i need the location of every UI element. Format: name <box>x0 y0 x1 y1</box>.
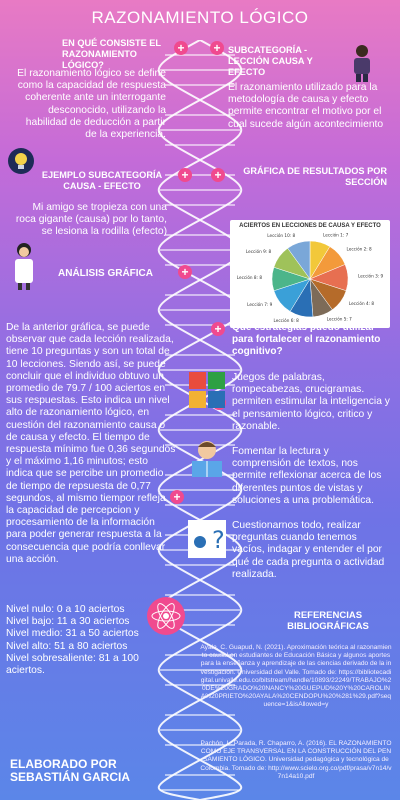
estrategia-item: Fomentar la lectura y comprensión de textos, nos permite reflexionar acerca de los diferentes puntos de vistas y soluciones a una problemática. <box>232 446 382 506</box>
plus-icon: + <box>174 41 188 55</box>
estrategias-heading: Qué estrategias puedo utilizar para fortalecer el razonamiento cognitivo? <box>232 322 381 357</box>
plus-icon: + <box>211 322 225 336</box>
plus-icon: + <box>211 168 225 182</box>
ejemplo-text: Mi amigo se tropieza con una roca gigante (causa) por lo tanto, se lesiona la rodilla (efecto) <box>15 202 167 238</box>
analisis-text: De la anterior gráfica, se puede observar que cada lección realizada, tiene 10 preguntas y son un total de 10 lecciones. Siendo así, se puede concluir que el individuo obtuvo un promedio de 79.7 / 100 aciertos en sus respuestas. Esto indica un nivel alto de razonamiento lógico, en cuestión del razonamiento causa o de causa y efecto. El tiempo de respuesta mínimo fue 0,36 segundos y el máximo 1,16 minutos; esto indica que se percibe un promedio de tiempo de repsuesta de 0,77 segundos, al mismo tiempor refleja la capacidad de percepcion y procesamiento de la información para poder generar respuesta a la consecuencia que podría conllevar una acción. <box>6 322 176 565</box>
reading-icon <box>186 437 228 481</box>
slice-label: Lección 2: 8 <box>346 246 372 252</box>
question-icon <box>186 518 228 560</box>
author-credit: ELABORADO POR SEBASTIÁN GARCIA <box>10 757 131 784</box>
reference-item: Ayala, C. Guapud, N. (2021). Aproximación teórica al razonamiento causal en estudiantes de Educación Básica y algunos aportes para la enseñanza y aprendizaje de las ciencias derivado de la investigación. Universidad del Valle. Tomado de: https://bibliotecadigital.univalle.edu.co/bitstream/handle/10893/22249/TRABAJO%20DE%20GRADO%20NANCY%20GUEPUD%20Y%20CAROLINA%20PRIETO%20AYALA%20CENDOPU%20%281%29.pdf?sequence=1&isAllowed=y <box>200 644 392 709</box>
svg-text:?: ? <box>212 526 225 554</box>
subcategoria-text: El razonamiento utilizado para la metodología de causa y efecto permite encontrar el motivo por el cual sucede algún acontecimiento <box>228 82 384 130</box>
reference-item: Pachón, L. Parada, R. Chaparro, A. (2016). EL RAZONAMIENTO COMO EJE TRANSVERSAL EN LA CONSTRUCCIÓN DEL PENSAMIENTO LÓGICO. Universidad pedagógica y tecnológica de Colombia. Tomado de: http://www.scielo.org.co/pdf/prasa/v7n14/v7n14a10.pdf <box>200 740 392 780</box>
slice-label: Lección 6: 8 <box>273 317 299 323</box>
level-item: Nivel alto: 51 a 80 aciertos <box>6 640 128 652</box>
slice-label: Lección 7: 9 <box>247 302 273 308</box>
grafica-heading: GRÁFICA DE RESULTADOS POR SECCIÓN <box>243 166 387 187</box>
que-es-heading: EN QUÉ CONSISTE EL RAZONAMIENTO LÓGICO? <box>62 38 161 70</box>
ejemplo-heading: EJEMPLO SUBCATEGORÍA CAUSA - EFECTO <box>41 170 163 191</box>
estrategia-item: Cuestionarnos todo, realizar preguntas cuando tenemos vacíos, indagar y entender el por qué de cada pregunta o actividad realizada. <box>232 520 385 580</box>
level-item: Nivel sobresaliente: 81 a 100 aciertos. <box>6 652 139 677</box>
analisis-heading: ANÁLISIS GRÁFICA <box>58 268 153 279</box>
level-item: Nivel bajo: 11 a 30 aciertos <box>6 616 130 628</box>
slice-label: Lección 1: 7 <box>323 232 349 238</box>
pie-chart-panel <box>230 220 390 328</box>
plus-icon: + <box>178 168 192 182</box>
slice-label: Lección 4: 8 <box>348 300 375 306</box>
plus-icon: + <box>210 41 224 55</box>
scientist-icon <box>4 240 44 290</box>
page-title: RAZONAMIENTO LÓGICO <box>91 8 309 27</box>
slice-label: Lección 9: 8 <box>245 249 272 255</box>
slice-label: Lección 10: 8 <box>267 233 296 239</box>
plus-icon: + <box>178 265 192 279</box>
estrategia-item: Juegos de palabras, rompecabezas, crucigramas. permiten estimular la inteligencia y el pensamiento lógico, critico y razonable. <box>232 372 390 432</box>
slice-label: Lección 8: 8 <box>236 275 262 280</box>
level-item: Nivel nulo: 0 a 10 aciertos <box>6 604 125 615</box>
idea-icon <box>6 146 36 176</box>
slice-label: Lección 3: 9 <box>357 273 384 279</box>
plus-icon: + <box>170 490 184 504</box>
referencias-heading: REFERENCIAS BIBLIOGRÁFICAS <box>287 610 369 632</box>
atom-icon <box>146 596 186 636</box>
level-item: Nivel medio: 31 a 50 aciertos <box>6 628 139 640</box>
slice-label: Lección 5: 7 <box>326 316 352 322</box>
person-icon <box>340 42 384 82</box>
subcategoria-heading: SUBCATEGORÍA - LECCIÓN CAUSA Y EFECTO <box>228 45 313 77</box>
puzzle-icon <box>187 370 227 410</box>
que-es-text: El razonamiento lógico se define como la capacidad de respuesta coherente ante un interrogante desconocido, utilizando la habilidad de deducción a partir de la experiencia. <box>17 68 166 141</box>
pie-chart <box>230 229 390 325</box>
chart-title: ACIERTOS EN LECCIONES DE CAUSA Y EFECTO <box>239 223 381 229</box>
